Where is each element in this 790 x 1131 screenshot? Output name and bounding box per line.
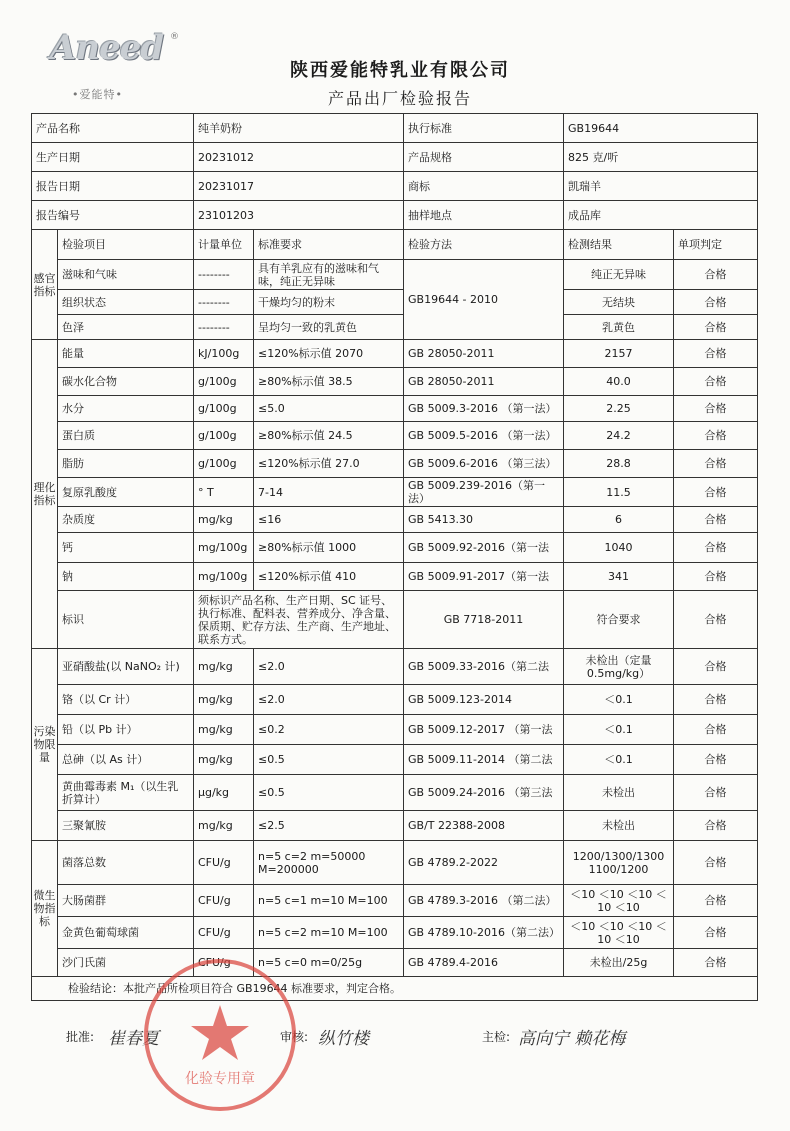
table-row bbox=[32, 290, 758, 315]
result-cell: 341 bbox=[564, 563, 674, 591]
meta-value: 825 克/听 bbox=[564, 143, 758, 172]
result-cell: 1200/1300/1300 1100/1200 bbox=[564, 841, 674, 885]
result-cell: ＜0.1 bbox=[564, 745, 674, 775]
unit-cell: mg/kg bbox=[194, 715, 254, 745]
method-cell: GB 28050-2011 bbox=[404, 368, 564, 396]
unit-cell: mg/kg bbox=[194, 745, 254, 775]
verdict-cell: 合格 bbox=[674, 260, 758, 290]
req-cell: ≤120%标示值 410 bbox=[254, 563, 404, 591]
meta-label: 产品名称 bbox=[32, 114, 194, 143]
method-cell: GB 5009.33-2016（第二法 bbox=[404, 649, 564, 685]
table-row bbox=[32, 917, 758, 949]
item-cell: 组织状态 bbox=[58, 290, 194, 315]
req-cell: ≤16 bbox=[254, 507, 404, 533]
item-cell: 铬（以 Cr 计） bbox=[58, 685, 194, 715]
verdict-cell: 合格 bbox=[674, 715, 758, 745]
unit-cell: CFU/g bbox=[194, 841, 254, 885]
result-cell: 1040 bbox=[564, 533, 674, 563]
table-row bbox=[32, 841, 758, 885]
item-cell: 铅（以 Pb 计） bbox=[58, 715, 194, 745]
item-cell: 标识 bbox=[58, 591, 194, 649]
result-cell: 未检出 bbox=[564, 775, 674, 811]
req-cell: ≤2.0 bbox=[254, 685, 404, 715]
req-cell: 须标识产品名称、生产日期、SC 证号、执行标准、配料表、营养成分、净含量、保质期、贮存方法、生产商、生产地址、联系方式。 bbox=[194, 591, 404, 649]
item-cell: 黄曲霉毒素 M₁（以生乳折算计） bbox=[58, 775, 194, 811]
table-row bbox=[32, 315, 758, 340]
result-cell: ＜0.1 bbox=[564, 715, 674, 745]
inspection-table bbox=[31, 113, 758, 1001]
req-cell: ≤120%标示值 2070 bbox=[254, 340, 404, 368]
unit-cell: -------- bbox=[194, 290, 254, 315]
method-cell: GB 4789.2-2022 bbox=[404, 841, 564, 885]
result-cell: 2157 bbox=[564, 340, 674, 368]
method-cell: GB19644 - 2010 bbox=[404, 260, 564, 340]
req-cell: ≤0.5 bbox=[254, 775, 404, 811]
unit-cell: μg/kg bbox=[194, 775, 254, 811]
category-physchem: 理化指标 bbox=[32, 340, 58, 649]
table-row bbox=[32, 885, 758, 917]
req-cell: ≤120%标示值 27.0 bbox=[254, 450, 404, 478]
verdict-cell: 合格 bbox=[674, 533, 758, 563]
category-pollutant: 污染物限量 bbox=[32, 649, 58, 841]
item-cell: 三聚氰胺 bbox=[58, 811, 194, 841]
method-cell: GB 5009.92-2016（第一法 bbox=[404, 533, 564, 563]
item-cell: 金黄色葡萄球菌 bbox=[58, 917, 194, 949]
method-cell: GB 5009.91-2017（第一法 bbox=[404, 563, 564, 591]
col-header-unit: 计量单位 bbox=[194, 230, 254, 260]
table-row bbox=[32, 533, 758, 563]
method-cell: GB 4789.10-2016（第二法） bbox=[404, 917, 564, 949]
item-cell: 脂肪 bbox=[58, 450, 194, 478]
unit-cell: -------- bbox=[194, 260, 254, 290]
unit-cell: mg/kg bbox=[194, 811, 254, 841]
verdict-cell: 合格 bbox=[674, 290, 758, 315]
table-row bbox=[32, 649, 758, 685]
meta-row bbox=[32, 201, 758, 230]
meta-row bbox=[32, 114, 758, 143]
unit-cell: CFU/g bbox=[194, 949, 254, 977]
verdict-cell: 合格 bbox=[674, 340, 758, 368]
col-header-result: 检测结果 bbox=[564, 230, 674, 260]
item-cell: 杂质度 bbox=[58, 507, 194, 533]
req-cell: ≤0.2 bbox=[254, 715, 404, 745]
req-cell: n=5 c=1 m=10 M=100 bbox=[254, 885, 404, 917]
verdict-cell: 合格 bbox=[674, 591, 758, 649]
verdict-cell: 合格 bbox=[674, 917, 758, 949]
result-cell: 2.25 bbox=[564, 396, 674, 422]
req-cell: ≥80%标示值 24.5 bbox=[254, 422, 404, 450]
method-cell: GB 4789.4-2016 bbox=[404, 949, 564, 977]
inspect-signature: 高向宁 赖花梅 bbox=[518, 1029, 626, 1049]
method-cell: GB 5009.24-2016 （第三法 bbox=[404, 775, 564, 811]
conclusion-text: 检验结论：本批产品所检项目符合 GB19644 标准要求，判定合格。 bbox=[32, 977, 758, 1001]
col-header-method: 检验方法 bbox=[404, 230, 564, 260]
verdict-cell: 合格 bbox=[674, 315, 758, 340]
result-cell: 40.0 bbox=[564, 368, 674, 396]
verdict-cell: 合格 bbox=[674, 396, 758, 422]
unit-cell: mg/100g bbox=[194, 563, 254, 591]
unit-cell: ° T bbox=[194, 478, 254, 507]
stamp-star-icon bbox=[191, 1005, 249, 1060]
item-cell: 钙 bbox=[58, 533, 194, 563]
result-cell: 纯正无异味 bbox=[564, 260, 674, 290]
unit-cell: g/100g bbox=[194, 368, 254, 396]
verdict-cell: 合格 bbox=[674, 368, 758, 396]
verdict-cell: 合格 bbox=[674, 885, 758, 917]
result-cell: 无结块 bbox=[564, 290, 674, 315]
unit-cell: g/100g bbox=[194, 450, 254, 478]
method-cell: GB 5009.6-2016 （第三法） bbox=[404, 450, 564, 478]
result-cell: 6 bbox=[564, 507, 674, 533]
table-row bbox=[32, 450, 758, 478]
req-cell: 具有羊乳应有的滋味和气味，纯正无异味 bbox=[254, 260, 404, 290]
req-cell: n=5 c=0 m=0/25g bbox=[254, 949, 404, 977]
approve-signature: 崔春夏 bbox=[108, 1029, 159, 1049]
result-cell: 11.5 bbox=[564, 478, 674, 507]
table-row bbox=[32, 563, 758, 591]
col-header-req: 标准要求 bbox=[254, 230, 404, 260]
category-micro: 微生物指标 bbox=[32, 841, 58, 977]
table-row-labeling bbox=[32, 591, 758, 649]
verdict-cell: 合格 bbox=[674, 745, 758, 775]
table-row bbox=[32, 260, 758, 290]
meta-row bbox=[32, 172, 758, 201]
req-cell: ≥80%标示值 38.5 bbox=[254, 368, 404, 396]
result-cell: 未检出 bbox=[564, 811, 674, 841]
col-header-item: 检验项目 bbox=[58, 230, 194, 260]
method-cell: GB 7718-2011 bbox=[404, 591, 564, 649]
meta-label: 产品规格 bbox=[404, 143, 564, 172]
method-cell: GB 5009.239-2016（第一法） bbox=[404, 478, 564, 507]
review-label: 审核: bbox=[280, 1030, 309, 1044]
col-header-verdict: 单项判定 bbox=[674, 230, 758, 260]
item-cell: 沙门氏菌 bbox=[58, 949, 194, 977]
table-row bbox=[32, 715, 758, 745]
item-cell: 色泽 bbox=[58, 315, 194, 340]
meta-label: 商标 bbox=[404, 172, 564, 201]
logo-registered-mark: ® bbox=[170, 32, 179, 42]
item-cell: 菌落总数 bbox=[58, 841, 194, 885]
verdict-cell: 合格 bbox=[674, 478, 758, 507]
verdict-cell: 合格 bbox=[674, 450, 758, 478]
meta-row bbox=[32, 143, 758, 172]
method-cell: GB 5009.12-2017 （第一法 bbox=[404, 715, 564, 745]
item-cell: 复原乳酸度 bbox=[58, 478, 194, 507]
item-cell: 碳水化合物 bbox=[58, 368, 194, 396]
item-cell: 亚硝酸盐(以 NaNO₂ 计) bbox=[58, 649, 194, 685]
column-header-row bbox=[32, 230, 758, 260]
unit-cell: mg/kg bbox=[194, 649, 254, 685]
result-cell: 未检出（定量 0.5mg/kg） bbox=[564, 649, 674, 685]
table-row bbox=[32, 340, 758, 368]
meta-label: 报告日期 bbox=[32, 172, 194, 201]
req-cell: ≤2.5 bbox=[254, 811, 404, 841]
unit-cell: kJ/100g bbox=[194, 340, 254, 368]
item-cell: 钠 bbox=[58, 563, 194, 591]
result-cell: 未检出/25g bbox=[564, 949, 674, 977]
stamp-text: 化验专用章 bbox=[185, 1071, 255, 1087]
category-sensory: 感官指标 bbox=[32, 230, 58, 340]
table-row bbox=[32, 745, 758, 775]
req-cell: ≤2.0 bbox=[254, 649, 404, 685]
req-cell: 7-14 bbox=[254, 478, 404, 507]
logo-brand: Aneed bbox=[50, 28, 164, 68]
inspect-label: 主检: bbox=[482, 1030, 511, 1044]
approve-label: 批准: bbox=[66, 1030, 95, 1044]
result-cell: 符合要求 bbox=[564, 591, 674, 649]
unit-cell: g/100g bbox=[194, 422, 254, 450]
item-cell: 大肠菌群 bbox=[58, 885, 194, 917]
method-cell: GB 5009.5-2016 （第一法） bbox=[404, 422, 564, 450]
meta-value: 成品库 bbox=[564, 201, 758, 230]
table-row bbox=[32, 811, 758, 841]
inspection-stamp bbox=[140, 955, 300, 1115]
meta-label: 报告编号 bbox=[32, 201, 194, 230]
unit-cell: CFU/g bbox=[194, 917, 254, 949]
unit-cell: mg/kg bbox=[194, 507, 254, 533]
result-cell: 24.2 bbox=[564, 422, 674, 450]
req-cell: ≥80%标示值 1000 bbox=[254, 533, 404, 563]
table-row bbox=[32, 478, 758, 507]
table-row bbox=[32, 422, 758, 450]
req-cell: 干燥均匀的粉末 bbox=[254, 290, 404, 315]
verdict-cell: 合格 bbox=[674, 685, 758, 715]
meta-label: 执行标准 bbox=[404, 114, 564, 143]
item-cell: 水分 bbox=[58, 396, 194, 422]
method-cell: GB 5009.11-2014 （第二法 bbox=[404, 745, 564, 775]
company-name: 陕西爱能特乳业有限公司 bbox=[290, 60, 510, 81]
method-cell: GB/T 22388-2008 bbox=[404, 811, 564, 841]
result-cell: ＜10 ＜10 ＜10 ＜10 ＜10 bbox=[564, 917, 674, 949]
verdict-cell: 合格 bbox=[674, 563, 758, 591]
method-cell: GB 5413.30 bbox=[404, 507, 564, 533]
req-cell: ≤0.5 bbox=[254, 745, 404, 775]
req-cell: n=5 c=2 m=50000 M=200000 bbox=[254, 841, 404, 885]
req-cell: 呈均匀一致的乳黄色 bbox=[254, 315, 404, 340]
meta-value: 20231012 bbox=[194, 143, 404, 172]
method-cell: GB 4789.3-2016 （第二法） bbox=[404, 885, 564, 917]
result-cell: ＜0.1 bbox=[564, 685, 674, 715]
verdict-cell: 合格 bbox=[674, 949, 758, 977]
table-row bbox=[32, 685, 758, 715]
unit-cell: -------- bbox=[194, 315, 254, 340]
verdict-cell: 合格 bbox=[674, 811, 758, 841]
unit-cell: g/100g bbox=[194, 396, 254, 422]
table-row bbox=[32, 368, 758, 396]
review-signature: 纵竹楼 bbox=[318, 1029, 369, 1049]
document-title: 产品出厂检验报告 bbox=[327, 89, 472, 108]
meta-value: GB19644 bbox=[564, 114, 758, 143]
item-cell: 蛋白质 bbox=[58, 422, 194, 450]
result-cell: ＜10 ＜10 ＜10 ＜10 ＜10 bbox=[564, 885, 674, 917]
meta-value: 20231017 bbox=[194, 172, 404, 201]
meta-label: 生产日期 bbox=[32, 143, 194, 172]
verdict-cell: 合格 bbox=[674, 775, 758, 811]
result-cell: 28.8 bbox=[564, 450, 674, 478]
meta-value: 纯羊奶粉 bbox=[194, 114, 404, 143]
verdict-cell: 合格 bbox=[674, 422, 758, 450]
req-cell: ≤5.0 bbox=[254, 396, 404, 422]
result-cell: 乳黄色 bbox=[564, 315, 674, 340]
verdict-cell: 合格 bbox=[674, 649, 758, 685]
meta-value: 凯瑞羊 bbox=[564, 172, 758, 201]
unit-cell: mg/100g bbox=[194, 533, 254, 563]
item-cell: 能量 bbox=[58, 340, 194, 368]
meta-label: 抽样地点 bbox=[404, 201, 564, 230]
company-logo bbox=[50, 28, 180, 104]
req-cell: n=5 c=2 m=10 M=100 bbox=[254, 917, 404, 949]
unit-cell: CFU/g bbox=[194, 885, 254, 917]
method-cell: GB 5009.3-2016 （第一法） bbox=[404, 396, 564, 422]
table-row bbox=[32, 396, 758, 422]
item-cell: 总砷（以 As 计） bbox=[58, 745, 194, 775]
table-row bbox=[32, 775, 758, 811]
method-cell: GB 5009.123-2014 bbox=[404, 685, 564, 715]
verdict-cell: 合格 bbox=[674, 841, 758, 885]
item-cell: 滋味和气味 bbox=[58, 260, 194, 290]
meta-value: 23101203 bbox=[194, 201, 404, 230]
method-cell: GB 28050-2011 bbox=[404, 340, 564, 368]
verdict-cell: 合格 bbox=[674, 507, 758, 533]
table-row bbox=[32, 507, 758, 533]
logo-subtitle: •爱能特• bbox=[72, 88, 123, 101]
unit-cell: mg/kg bbox=[194, 685, 254, 715]
